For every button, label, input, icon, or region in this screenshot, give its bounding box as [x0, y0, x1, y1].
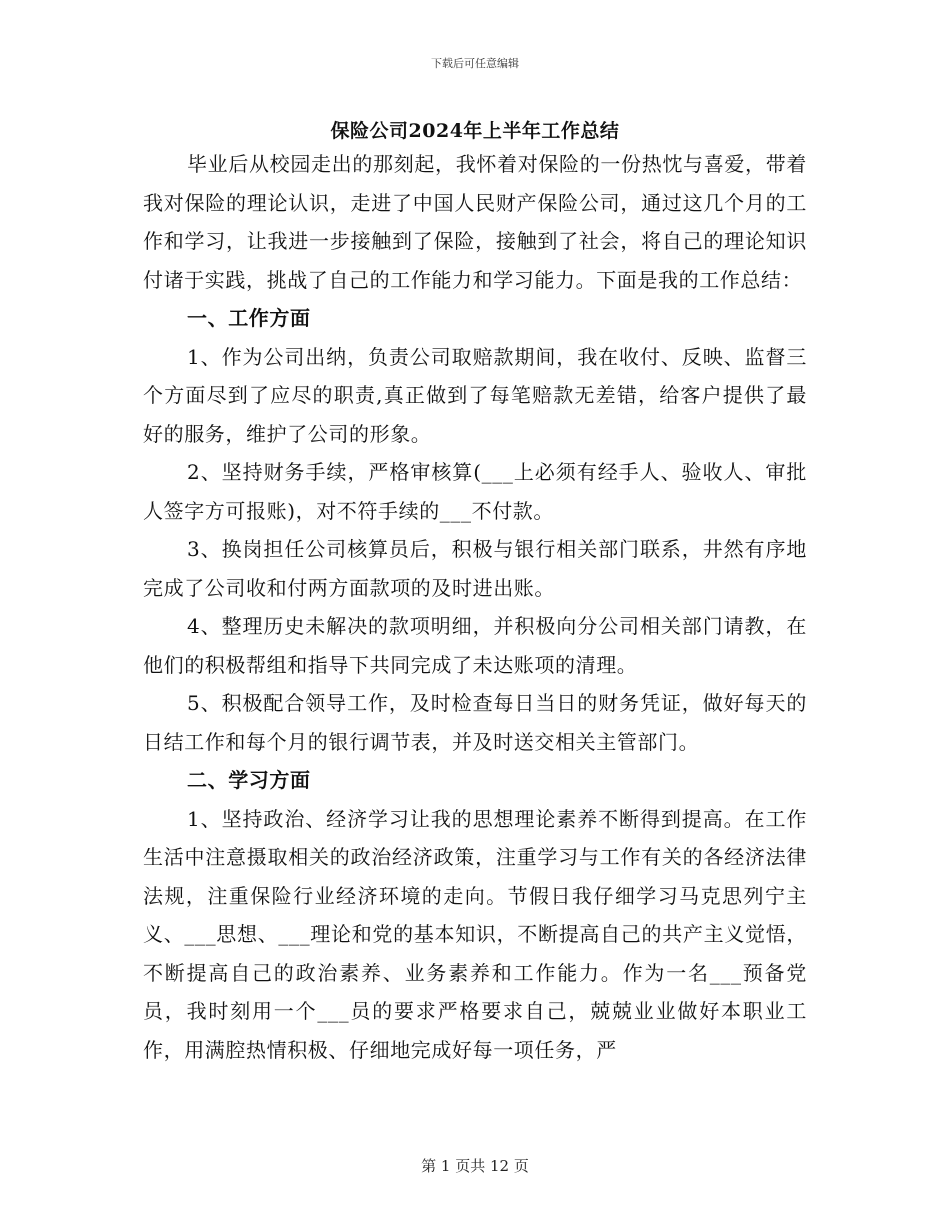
document-title: 保险公司2024年上半年工作总结: [330, 120, 620, 142]
work-item-1: 1、作为公司出纳，负责公司取赔款期间，我在收付、反映、监督三个方面尽到了应尽的职责,真正做到了每笔赔款无差错，给客户提供了最好的服务，维护了公司的形象。: [143, 344, 807, 446]
section-heading-work: 一、工作方面: [187, 306, 311, 330]
study-item-1: 1、坚持政治、经济学习让我的思想理论素养不断得到提高。在工作生活中注意摄取相关的政治经济政策，注重学习与工作有关的各经济法律法规，注重保险行业经济环境的走向。节假日我仔细学习马克思列宁主义、___思想、___理论和党的基本知识，不断提高自己的共产主义觉悟，不断提高自己的政治素养、业务素养和工作能力。作为一名___预备党员，我时刻用一个___员的要求严格要求自己，兢兢业业做好本职业工作，用满腔热情积极、仔细地完成好每一项任务，严: [143, 806, 807, 1062]
work-item-5: 5、积极配合领导工作，及时检查每日当日的财务凭证，做好每天的日结工作和每个月的银行调节表，并及时送交相关主管部门。: [143, 691, 807, 754]
intro-paragraph: 毕业后从校园走出的那刻起，我怀着对保险的一份热忱与喜爱，带着我对保险的理论认识，走进了中国人民财产保险公司，通过这几个月的工作和学习，让我进一步接触到了保险，接触到了社会，将自己的理论知识付诸于实践，挑战了自己的工作能力和学习能力。下面是我的工作总结：: [143, 152, 807, 292]
work-item-4: 4、整理历史未解决的款项明细，并积极向分公司相关部门请教，在他们的积极帮组和指导下共同完成了未达账项的清理。: [143, 614, 807, 677]
page-header: 下载后可任意编辑: [431, 57, 519, 70]
work-item-2: 2、坚持财务手续，严格审核算(___上必须有经手人、验收人、审批人签字方可报账)，对不符手续的___不付款。: [143, 460, 807, 523]
section-heading-study: 二、学习方面: [187, 768, 311, 792]
work-item-3: 3、换岗担任公司核算员后，积极与银行相关部门联系，井然有序地完成了公司收和付两方面款项的及时进出账。: [143, 537, 807, 600]
document-body: [143, 145, 807, 1069]
page-footer: 第 1 页共 12 页: [421, 1157, 529, 1175]
